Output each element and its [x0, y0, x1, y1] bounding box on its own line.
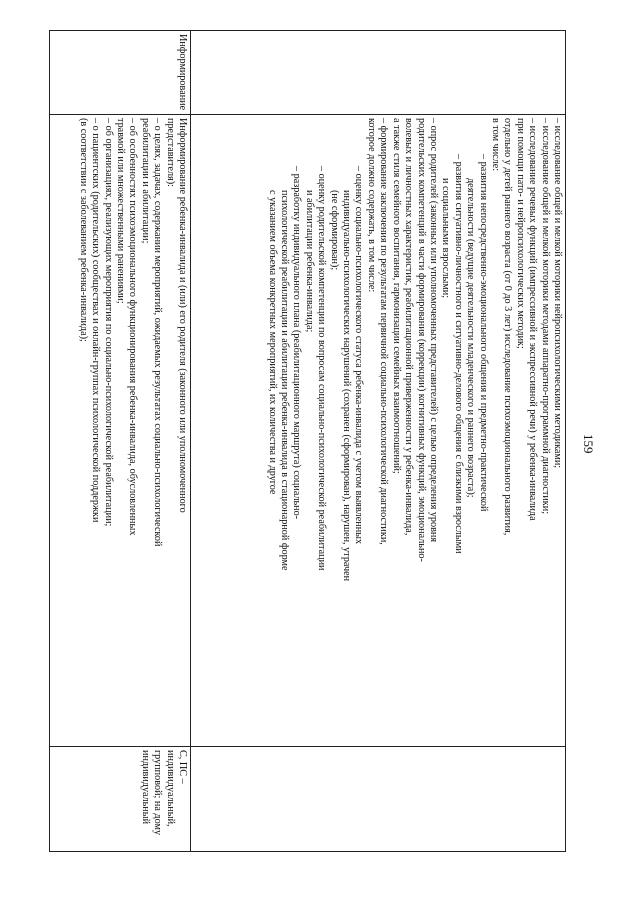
text-line: с указанием объема конкретных мероприятий, их количества и другое — [266, 190, 278, 495]
content-table — [49, 30, 566, 852]
text-line: – о пациентских (родительских) сообществах и онлайн-группах психологической поддержки — [90, 118, 102, 523]
table-row — [191, 31, 565, 851]
row-services-cell — [191, 747, 565, 851]
text-line: – формирование заключения по результатам первичной социально-психологической диагностики, — [378, 118, 390, 545]
text-line: – развития ситуативно-личностного и ситуативно-делового общения с близкими взрослыми — [452, 154, 464, 554]
text-line: – исследование общей и мелкой моторики нейропсихологическими методиками; — [552, 118, 563, 469]
text-line: которое должно содержать, в том числе: — [365, 118, 377, 293]
text-line: – разработку индивидуального плана (реабилитационного маршрута) социально- — [291, 166, 303, 520]
text-line: (не сформирован); — [328, 190, 340, 271]
text-line: – развития непосредственно-эмоционального общения и предметно-практической — [477, 154, 489, 512]
row-content-cell — [50, 115, 190, 747]
row-name-cell — [191, 31, 565, 115]
row-name-cell: Информирование — [50, 31, 190, 115]
text-line: травмой или множественными ранениями; — [114, 118, 126, 304]
rotated-document-sheet — [40, 30, 600, 850]
text-line: при помощи пато- и нейропсихологических методик; — [514, 118, 526, 349]
text-line: отдельно у детей раннего возраста (от 0 до 3 лет) исследование психоэмоционального развития, — [502, 118, 514, 536]
text-line: представителя): — [164, 118, 176, 187]
text-line: реабилитации и абилитации; — [139, 118, 151, 244]
text-line: (в соответствии с заболеванием ребенка-инвалида); — [77, 118, 89, 342]
text-line: деятельности (ведущие деятельности младенческого и раннего возраста); — [465, 178, 477, 498]
row-services-cell: С, ПС – индивидуальный, групповой; на дому индивидуальный — [139, 750, 188, 836]
text-line: – исследование речевых функций (импрессивной и экспрессивной речи) у ребенка-инвалида — [527, 118, 539, 521]
text-line: индивидуально-психологических нарушений (сохранен (сформирован), нарушен, утрачен — [341, 190, 353, 582]
text-line: – исследование общей и мелкой моторики методами аппаратно-программной диагностики; — [539, 118, 551, 515]
text-line: – о целях, задачах, содержании мероприятий, ожидаемых результатах социально-психологической — [152, 118, 164, 547]
text-line: и социальными взрослыми; — [440, 178, 452, 299]
text-line: волевых и личностных характеристик, реабилитационной приверженности у ребенка-инвалида, — [403, 118, 415, 536]
text-line: Информирование ребенка-инвалида и (или) его родителя (законного или уполномоченного — [177, 118, 188, 513]
row-content-cell — [191, 115, 565, 747]
text-line: – оценку родительской компетенции по вопросам социально-психологической реабилитации — [316, 166, 328, 571]
text-line: психологической реабилитации и абилитации ребенка-инвалида в стационарной форме — [279, 190, 291, 571]
text-line: – об организациях, реализующих мероприятия по социально-психологической реабилитации; — [102, 118, 114, 527]
page-number: 159 — [581, 434, 596, 454]
text-line: а также стиля семейного воспитания, гармонизации семейных взаимоотношений; — [390, 118, 402, 474]
text-line: – об особенностях психоэмоционального функционирования ребенка-инвалида, обусловленных — [127, 118, 139, 536]
text-line: родительских компетенций в части формирования (коррекции) когнитивных функций, эмоционально- — [415, 118, 427, 562]
text-line: и абилитации ребенка-инвалида; — [303, 190, 315, 333]
text-line: – оценку социально-психологического статуса ребенка-инвалида с учетом выявленных — [353, 166, 365, 545]
text-line: в том числе: — [489, 118, 501, 172]
table-row — [50, 31, 191, 851]
text-line: – опрос родителей (законных или уполномоченных представителей) с целью определения уровня — [427, 118, 439, 543]
